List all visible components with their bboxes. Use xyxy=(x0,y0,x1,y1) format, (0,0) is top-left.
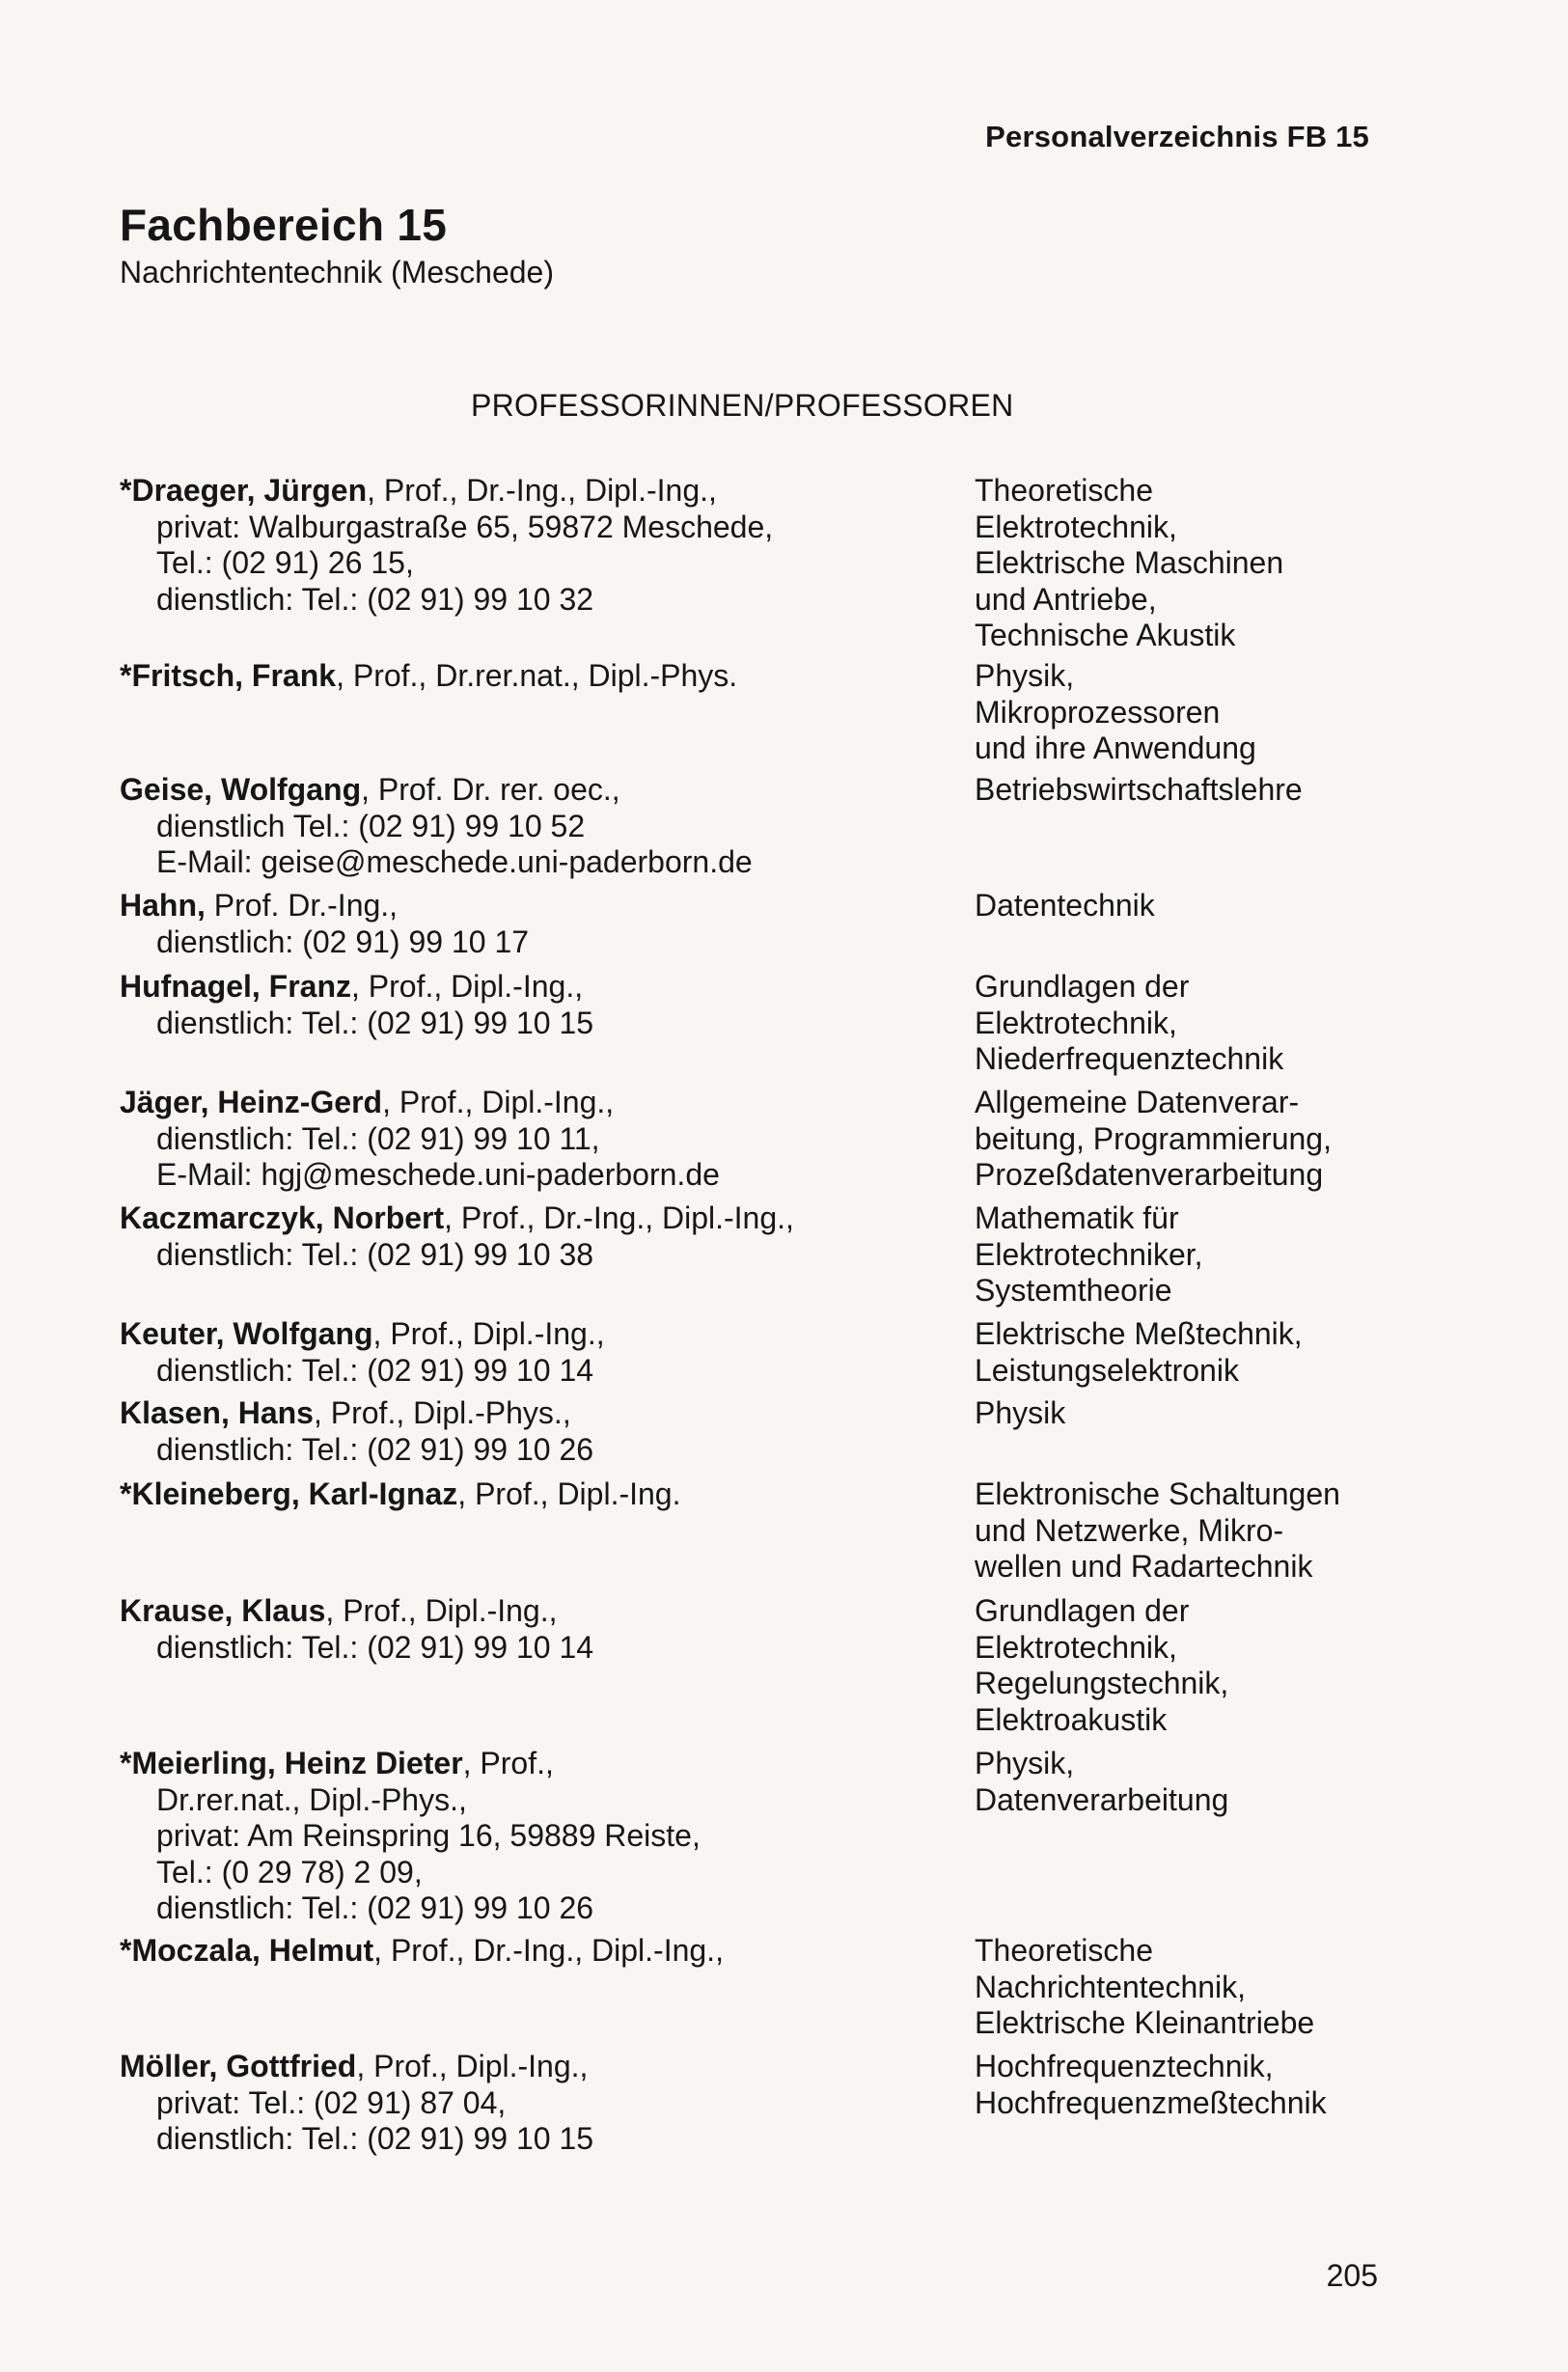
person-details xyxy=(120,658,949,695)
subject-line: Elektroakustik xyxy=(975,1701,1168,1737)
person-title: Prof. Dr.-Ing., xyxy=(205,888,399,923)
contact-line: dienstlich: Tel.: (02 91) 99 10 14 xyxy=(156,1352,594,1388)
person-details xyxy=(120,969,949,1041)
contact-line: dienstlich: Tel.: (02 91) 99 10 11, xyxy=(156,1120,600,1156)
person-name: Hahn, xyxy=(120,888,206,923)
subject-line: Niederfrequenztechnik xyxy=(975,1041,1284,1076)
staff-entry xyxy=(120,1933,1374,2049)
subject-line: und Antriebe, xyxy=(975,581,1157,617)
person-name: *Kleineberg, Karl-Ignaz xyxy=(120,1476,458,1511)
subject-line: Nachrichtentechnik, xyxy=(975,1969,1247,2004)
person-details xyxy=(120,888,949,960)
contact-line: Tel.: (0 29 78) 2 09, xyxy=(156,1854,423,1889)
person-details xyxy=(120,1395,949,1468)
person-title: , Prof., Dipl.-Ing., xyxy=(325,1593,558,1628)
person-title: , Prof., Dipl.-Ing. xyxy=(457,1476,681,1511)
subject-line: Allgemeine Datenverar- xyxy=(975,1085,1300,1119)
staff-entry xyxy=(120,772,1374,888)
person-name: *Draeger, Jürgen xyxy=(120,473,368,508)
person-title: , Prof., Dr.-Ing., Dipl.-Ing., xyxy=(367,473,717,508)
subject-line: Hochfrequenztechnik, xyxy=(975,2049,1274,2083)
contact-line: privat: Tel.: (02 91) 87 04, xyxy=(156,2084,507,2120)
subject-line: Elektrische Kleinantriebe xyxy=(975,2005,1315,2040)
subject-line: Physik, xyxy=(975,658,1075,693)
contact-line: dienstlich: Tel.: (02 91) 99 10 15 xyxy=(156,2121,594,2156)
person-title: , Prof., xyxy=(462,1746,554,1780)
contact-line: Dr.rer.nat., Dipl.-Phys., xyxy=(156,1781,467,1817)
staff-entry xyxy=(120,1395,1374,1476)
person-name: Geise, Wolfgang xyxy=(120,772,362,807)
person-details xyxy=(120,1476,949,1513)
subject-line: Technische Akustik xyxy=(975,618,1236,652)
contact-line: E-Mail: hgj@meschede.uni-paderborn.de xyxy=(156,1157,720,1192)
subject-areas xyxy=(975,2049,1380,2121)
subject-line: Regelungstechnik, xyxy=(975,1666,1229,1700)
staff-entry xyxy=(120,888,1374,969)
subject-areas xyxy=(975,1476,1380,1586)
subject-areas xyxy=(975,1593,1380,1738)
subject-line: und ihre Anwendung xyxy=(975,731,1256,765)
subject-line: Datentechnik xyxy=(975,888,1155,923)
page-title: Fachbereich 15 xyxy=(120,200,448,250)
person-title: , Prof. Dr. rer. oec., xyxy=(361,772,620,807)
subject-areas xyxy=(975,1316,1380,1389)
subject-areas xyxy=(975,1395,1380,1432)
subject-line: Elektrische Maschinen xyxy=(975,545,1284,580)
person-details xyxy=(120,1085,949,1194)
subject-line: Physik xyxy=(975,1395,1066,1430)
staff-entry xyxy=(120,473,1374,658)
person-details xyxy=(120,473,949,618)
subject-line: Grundlagen der xyxy=(975,1593,1190,1628)
person-title: , Prof., Dipl.-Ing., xyxy=(382,1085,615,1119)
subject-line: Elektrotechnik, xyxy=(975,1629,1177,1665)
person-details xyxy=(120,1746,949,1927)
section-heading: PROFESSORINNEN/PROFESSOREN xyxy=(471,388,1014,423)
person-title: , Prof., Dipl.-Ing., xyxy=(356,2049,589,2083)
subject-line: Elektronische Schaltungen xyxy=(975,1476,1340,1511)
staff-entry xyxy=(120,2049,1374,2165)
subject-areas xyxy=(975,1933,1380,2042)
contact-line: dienstlich: Tel.: (02 91) 99 10 15 xyxy=(156,1005,594,1040)
page-number: 205 xyxy=(1326,2258,1378,2293)
subject-line: Hochfrequenzmeßtechnik xyxy=(975,2084,1327,2120)
subject-areas xyxy=(975,888,1380,924)
person-name: Hufnagel, Franz xyxy=(120,969,352,1004)
person-details xyxy=(120,1200,949,1273)
subject-line: Physik, xyxy=(975,1746,1075,1780)
running-head: Personalverzeichnis FB 15 xyxy=(985,120,1369,153)
contact-line: privat: Am Reinspring 16, 59889 Reiste, xyxy=(156,1818,701,1853)
contact-line: dienstlich: Tel.: (02 91) 99 10 14 xyxy=(156,1629,594,1665)
person-details xyxy=(120,1933,949,1970)
subject-areas xyxy=(975,473,1380,654)
subject-line: Theoretische xyxy=(975,1933,1153,1968)
subject-areas xyxy=(975,1085,1380,1194)
person-title: , Prof., Dr.-Ing., Dipl.-Ing., xyxy=(444,1200,794,1235)
person-name: *Meierling, Heinz Dieter xyxy=(120,1746,463,1780)
subject-areas xyxy=(975,1746,1380,1818)
subject-line: Datenverarbeitung xyxy=(975,1781,1229,1817)
staff-entry xyxy=(120,658,1374,772)
subject-areas xyxy=(975,969,1380,1078)
subject-line: Leistungselektronik xyxy=(975,1352,1239,1388)
contact-line: E-Mail: geise@meschede.uni-paderborn.de xyxy=(156,844,753,879)
person-name: *Moczala, Helmut xyxy=(120,1933,374,1968)
contact-line: Tel.: (02 91) 26 15, xyxy=(156,545,414,580)
contact-line: dienstlich: Tel.: (02 91) 99 10 32 xyxy=(156,581,594,617)
staff-entry xyxy=(120,1476,1374,1593)
staff-entry xyxy=(120,1085,1374,1200)
subject-line: Elektrotechnik, xyxy=(975,1005,1177,1040)
subject-areas xyxy=(975,1200,1380,1310)
subject-line: Systemtheorie xyxy=(975,1273,1172,1308)
contact-line: privat: Walburgastraße 65, 59872 Meschede, xyxy=(156,509,774,544)
person-title: , Prof., Dr.rer.nat., Dipl.-Phys. xyxy=(336,658,738,693)
subject-line: wellen und Radartechnik xyxy=(975,1549,1313,1584)
subject-line: Prozeßdatenverarbeitung xyxy=(975,1157,1324,1192)
person-name: Jäger, Heinz-Gerd xyxy=(120,1085,383,1119)
person-name: Krause, Klaus xyxy=(120,1593,326,1628)
subject-line: und Netzwerke, Mikro- xyxy=(975,1512,1284,1548)
contact-line: dienstlich: (02 91) 99 10 17 xyxy=(156,924,530,959)
contact-line: dienstlich: Tel.: (02 91) 99 10 38 xyxy=(156,1236,594,1272)
subject-line: Mikroprozessoren xyxy=(975,694,1221,730)
subject-areas xyxy=(975,658,1380,767)
subject-line: Elektrotechniker, xyxy=(975,1236,1203,1272)
staff-entry xyxy=(120,969,1374,1085)
person-details xyxy=(120,772,949,881)
person-details xyxy=(120,2049,949,2158)
person-details xyxy=(120,1316,949,1389)
subject-line: Elektrische Meßtechnik, xyxy=(975,1316,1303,1351)
subject-line: Mathematik für xyxy=(975,1200,1179,1235)
person-title: , Prof., Dr.-Ing., Dipl.-Ing., xyxy=(373,1933,724,1968)
person-name: Klasen, Hans xyxy=(120,1395,314,1430)
contact-line: dienstlich: Tel.: (02 91) 99 10 26 xyxy=(156,1890,594,1925)
staff-entry xyxy=(120,1200,1374,1316)
person-title: , Prof., Dipl.-Ing., xyxy=(372,1316,605,1351)
person-title: , Prof., Dipl.-Phys., xyxy=(313,1395,571,1430)
staff-entry xyxy=(120,1593,1374,1746)
staff-entry xyxy=(120,1316,1374,1395)
contact-line: dienstlich: Tel.: (02 91) 99 10 26 xyxy=(156,1431,594,1467)
subject-line: Grundlagen der xyxy=(975,969,1190,1004)
person-name: Möller, Gottfried xyxy=(120,2049,357,2083)
person-name: *Fritsch, Frank xyxy=(120,658,337,693)
staff-entry xyxy=(120,1746,1374,1933)
subject-line: Betriebswirtschaftslehre xyxy=(975,772,1303,807)
person-name: Keuter, Wolfgang xyxy=(120,1316,373,1351)
person-name: Kaczmarczyk, Norbert xyxy=(120,1200,445,1235)
subject-areas xyxy=(975,772,1380,809)
subject-line: beitung, Programmierung, xyxy=(975,1120,1332,1156)
contact-line: dienstlich Tel.: (02 91) 99 10 52 xyxy=(156,808,586,843)
subject-line: Theoretische xyxy=(975,473,1153,508)
subject-line: Elektrotechnik, xyxy=(975,509,1177,544)
person-title: , Prof., Dipl.-Ing., xyxy=(351,969,584,1004)
page-subtitle: Nachrichtentechnik (Meschede) xyxy=(120,255,554,290)
person-details xyxy=(120,1593,949,1666)
staff-list xyxy=(120,473,1374,2165)
